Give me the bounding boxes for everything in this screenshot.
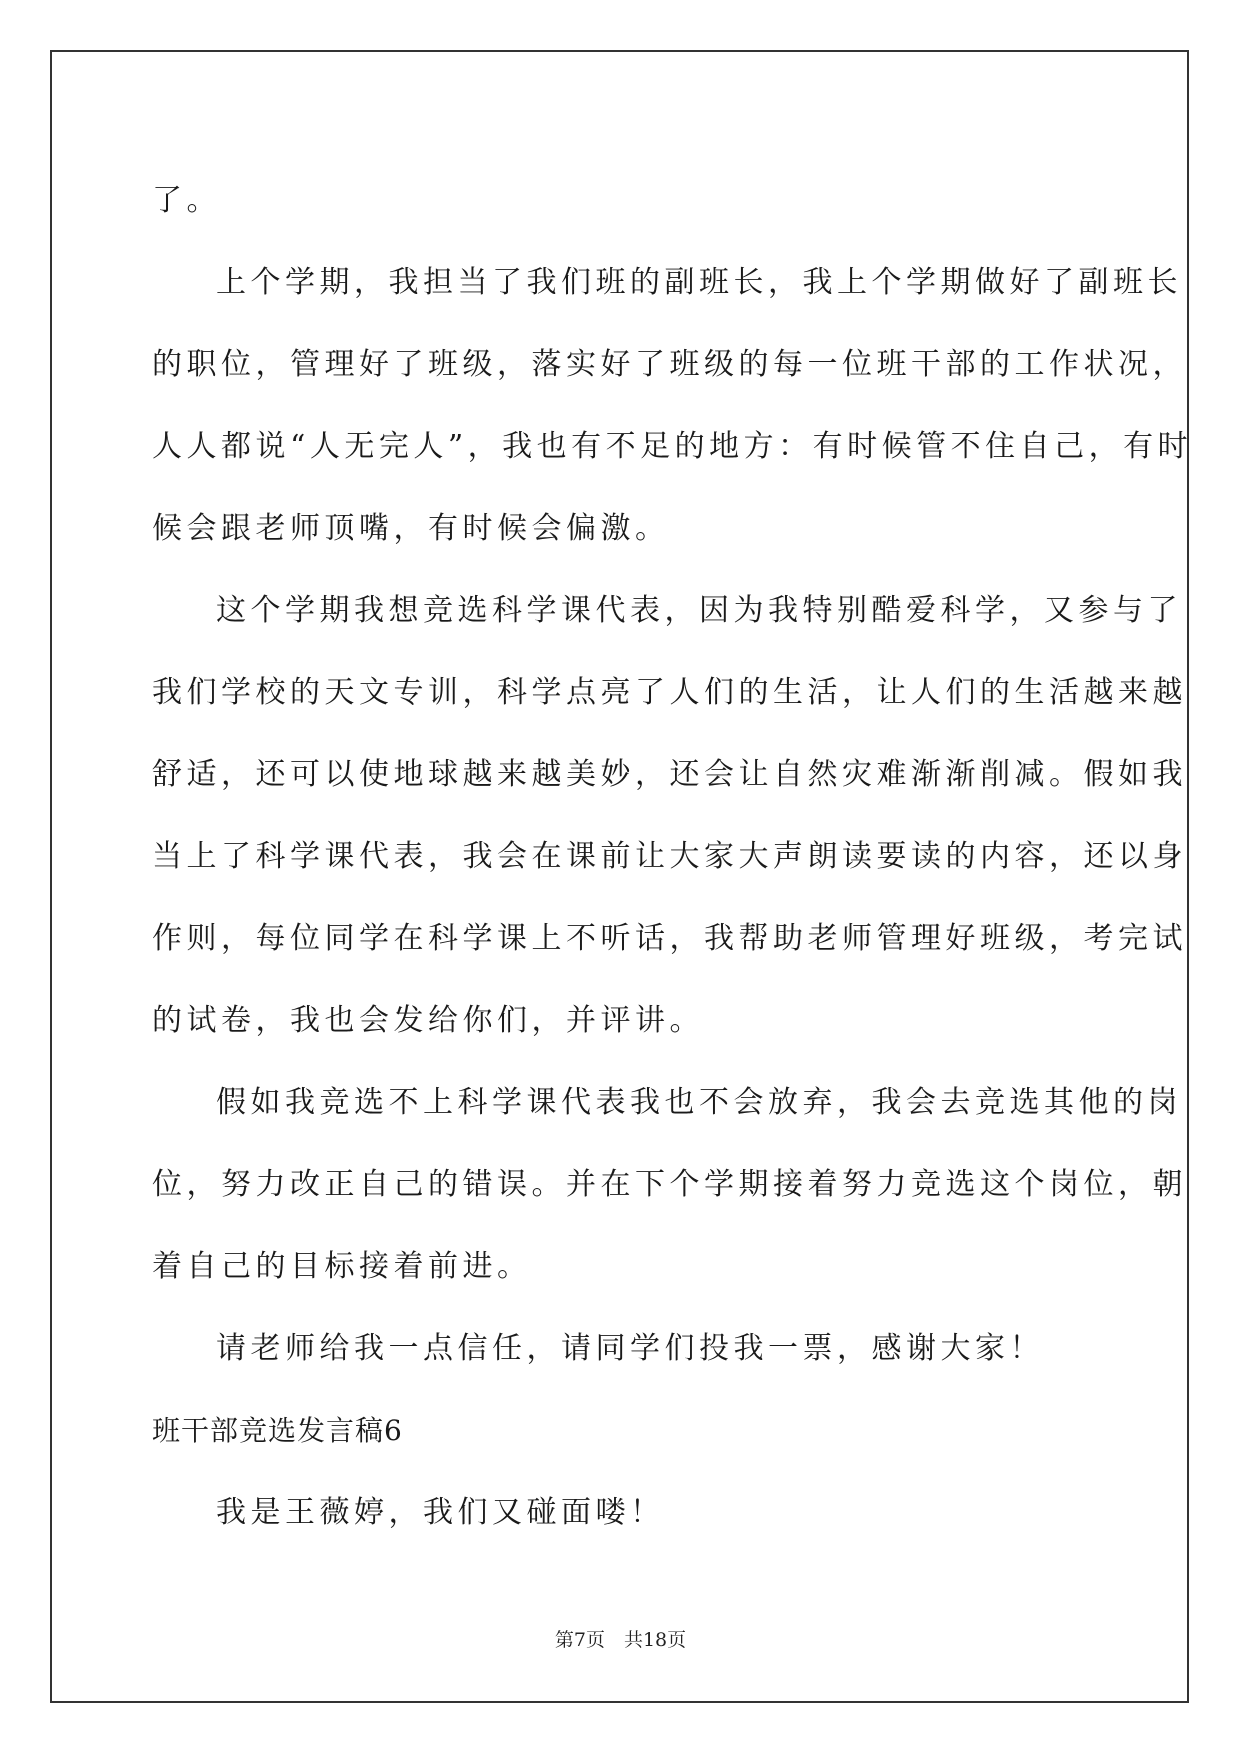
paragraph-line: 的职位，管理好了班级，落实好了班级的每一位班干部的工作状况， <box>152 347 1187 382</box>
document-body <box>152 160 1193 1554</box>
paragraph-line: 当上了科学课代表，我会在课前让大家大声朗读要读的内容，还以身 <box>152 839 1187 874</box>
paragraph-line: 着自己的目标接着前进。 <box>152 1249 532 1284</box>
closing-line: 我是王薇婷，我们又碰面喽！ <box>216 1495 665 1530</box>
paragraph-line: 的试卷，我也会发给你们，并评讲。 <box>152 1003 704 1038</box>
paragraph-line: 这个学期我想竞选科学课代表，因为我特别酷爱科学，又参与了 <box>216 593 1182 628</box>
section-title: 班干部竞选发言稿6 <box>152 1414 403 1447</box>
paragraph-line: 我们学校的天文专训，科学点亮了人们的生活，让人们的生活越来越 <box>152 675 1187 710</box>
paragraph-line: 舒适，还可以使地球越来越美妙，还会让自然灾难渐渐削减。假如我 <box>152 757 1187 792</box>
paragraph-line: 了。 <box>152 183 221 218</box>
paragraph-line: 上个学期，我担当了我们班的副班长，我上个学期做好了副班长 <box>216 265 1182 300</box>
page-number-footer: 第7页 共18页 <box>554 1629 687 1651</box>
paragraph-line: 人人都说“人无完人”，我也有不足的地方：有时候管不住自己，有时 <box>152 429 1193 464</box>
paragraph-line: 假如我竞选不上科学课代表我也不会放弃，我会去竞选其他的岗 <box>216 1085 1182 1120</box>
paragraph-line: 请老师给我一点信任，请同学们投我一票，感谢大家！ <box>216 1331 1044 1366</box>
paragraph-line: 候会跟老师顶嘴，有时候会偏激。 <box>152 511 670 546</box>
paragraph-line: 位，努力改正自己的错误。并在下个学期接着努力竞选这个岗位，朝 <box>152 1167 1187 1202</box>
paragraph-line: 作则，每位同学在科学课上不听话，我帮助老师管理好班级，考完试 <box>152 921 1187 956</box>
